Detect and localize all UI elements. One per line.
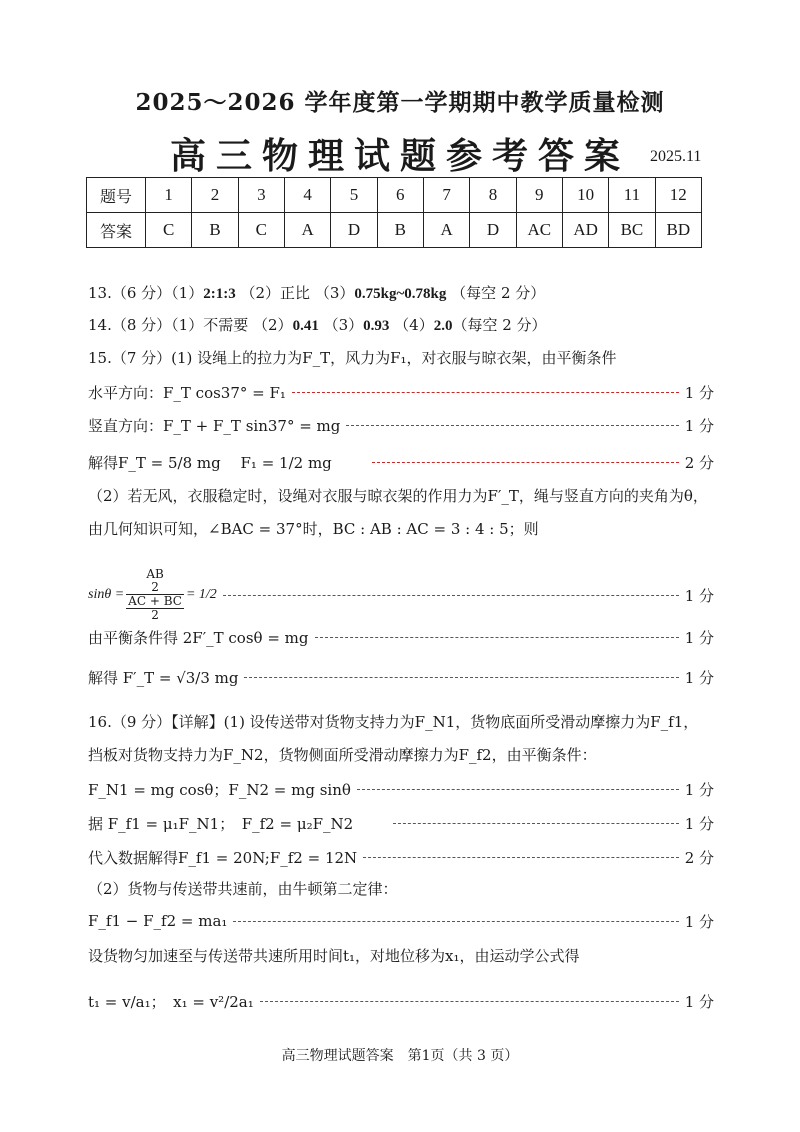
q13-a1: 2:1:3 (203, 286, 236, 302)
q15-part2-intro: （2）若无风，衣服稳定时，设绳对衣服与晾衣架的作用力为F′_T，绳与竖直方向的夹角为θ， (88, 487, 708, 505)
q13-a2: 正比 (280, 284, 311, 302)
sin-fraction (126, 568, 184, 622)
sin-bottom: AC + BC (128, 594, 182, 608)
q13-note: （每空 2 分） (451, 284, 546, 302)
question-number-row (87, 178, 702, 213)
step-text: F_f1 − F_f2 = ma₁ (88, 912, 228, 930)
table-cell: B (192, 213, 238, 248)
step-points: 1 分 (684, 628, 714, 647)
table-cell: 9 (516, 178, 562, 213)
step-text: 由平衡条件得 2F′_T cosθ = mg (88, 628, 309, 647)
table-cell: 5 (331, 178, 377, 213)
dashed-leader (244, 677, 678, 678)
q14-a3: 0.93 (363, 318, 390, 334)
q16-step-kinematics (88, 991, 714, 1011)
q16-kinematics-intro: 设货物匀加速至与传送带共速所用时间t₁，对地位移为x₁，由运动学公式得 (88, 947, 580, 965)
table-cell: C (146, 213, 192, 248)
document-date: 2025.11 (650, 148, 702, 165)
table-cell: 3 (238, 178, 284, 213)
q16-intro-1: 16.（9 分）【详解】(1) 设传送带对货物支持力为F_N1，货物底面所受滑动摩擦力为F_f1， (88, 713, 699, 731)
q15-step-solve (88, 452, 714, 472)
table-cell: AC (516, 213, 562, 248)
table-cell: B (377, 213, 423, 248)
step-text: 解得 F′_T = √3/3 mg (88, 668, 239, 687)
step-text: 代入数据解得F_f1 = 20N;F_f2 = 12N (88, 848, 358, 867)
dashed-leader (393, 823, 679, 824)
step-points: 2 分 (684, 848, 714, 867)
answer-table (86, 177, 702, 248)
q14-a1: 不需要 (203, 316, 249, 334)
step-text: 据 F_f1 = μ₁F_N1； F_f2 = μ₂F_N2 (88, 814, 354, 833)
table-cell: 11 (609, 178, 655, 213)
dashed-leader (372, 462, 679, 463)
q13-prefix: 13.（6 分）（1） (88, 284, 204, 302)
row-label: 题号 (87, 178, 146, 213)
step-text: F_N1 = mg cosθ；F_N2 = mg sinθ (88, 780, 351, 799)
q15-step-result (88, 667, 714, 687)
sin-num: AB (146, 567, 164, 581)
dashed-leader (292, 392, 679, 393)
q13-answer (88, 283, 545, 304)
step-points: 1 分 (684, 992, 714, 1011)
dashed-leader (357, 789, 679, 790)
step-text: 解得F_T = 5/8 mg F₁ = 1/2 mg (88, 453, 332, 472)
q13-a3: 0.75kg~0.78kg (354, 286, 447, 302)
step-points: 1 分 (684, 416, 714, 435)
sin-value: = 1/2 (185, 587, 217, 602)
dashed-leader (260, 1001, 679, 1002)
q16-step-normal (88, 779, 714, 799)
q16-step-values (88, 847, 714, 867)
step-points: 2 分 (684, 453, 714, 472)
table-cell: 8 (470, 178, 516, 213)
table-cell: 10 (562, 178, 608, 213)
q14-p4: （4） (394, 316, 434, 334)
dashed-leader (346, 425, 678, 426)
dashed-leader (233, 921, 678, 922)
table-cell: 1 (146, 178, 192, 213)
sin-num-den: 2 (126, 581, 184, 595)
dashed-leader (315, 637, 679, 638)
step-text: 竖直方向：F_T + F_T sin37° = mg (88, 416, 341, 435)
page-footer: 高三物理试题答案 第1页（共 3 页） (281, 1048, 519, 1064)
q14-p2: （2） (253, 316, 293, 334)
q16-step-newton (88, 911, 714, 931)
table-cell: 12 (655, 178, 701, 213)
q14-a2: 0.41 (292, 318, 319, 334)
q14-a4: 2.0 (433, 318, 453, 334)
table-cell: 2 (192, 178, 238, 213)
row-label: 答案 (87, 213, 146, 248)
q16-part2-intro: （2）货物与传送带共速前，由牛顿第二定律： (88, 880, 398, 898)
sin-bottom-den: 2 (151, 608, 159, 622)
q14-note: （每空 2 分） (452, 316, 547, 334)
table-cell: A (423, 213, 469, 248)
sin-lead: sinθ = (88, 587, 125, 602)
step-points: 1 分 (684, 383, 714, 402)
q13-p3: （3） (314, 284, 355, 302)
q13-p2: （2） (240, 284, 281, 302)
q14-prefix: 14.（8 分）（1） (88, 316, 204, 334)
table-cell: A (284, 213, 330, 248)
q15-geometry-note: 由几何知识可知，∠BAC = 37°时，BC : AB : AC = 3 : 4 : 5；则 (88, 520, 539, 538)
table-cell: 7 (423, 178, 469, 213)
document-title: 高三物理试题参考答案 (169, 135, 630, 177)
q15-step-balance (88, 627, 714, 647)
q16-step-friction (88, 813, 714, 833)
table-cell: AD (562, 213, 608, 248)
step-points: 1 分 (684, 586, 714, 605)
exam-title: 2025～2026 学年度第一学期期中教学质量检测 (135, 89, 665, 116)
step-points: 1 分 (684, 780, 714, 799)
step-points: 1 分 (684, 668, 714, 687)
table-cell: D (331, 213, 377, 248)
table-cell: D (470, 213, 516, 248)
step-text: 水平方向：F_T cos37° = F₁ (88, 383, 286, 402)
answer-row (87, 213, 702, 248)
dashed-leader (223, 595, 679, 596)
table-cell: 6 (377, 178, 423, 213)
dashed-leader (363, 857, 679, 858)
step-points: 1 分 (684, 912, 714, 931)
q14-answer (88, 315, 547, 336)
q15-step-vertical (88, 415, 714, 435)
q14-p3: （3） (323, 316, 364, 334)
step-text: t₁ = v/a₁； x₁ = v²/2a₁ (88, 992, 254, 1011)
table-cell: BD (655, 213, 701, 248)
step-points: 1 分 (684, 814, 714, 833)
table-cell: BC (609, 213, 655, 248)
q15-step-horizontal (88, 382, 714, 402)
q15-intro: 15.（7 分）(1) 设绳上的拉力为F_T，风力为F₁，对衣服与晾衣架，由平衡条件 (88, 349, 617, 367)
table-cell: 4 (284, 178, 330, 213)
q15-sin-theta (88, 567, 714, 622)
q16-intro-2: 挡板对货物支持力为F_N2，货物侧面所受滑动摩擦力为F_f2，由平衡条件： (88, 746, 597, 764)
table-cell: C (238, 213, 284, 248)
